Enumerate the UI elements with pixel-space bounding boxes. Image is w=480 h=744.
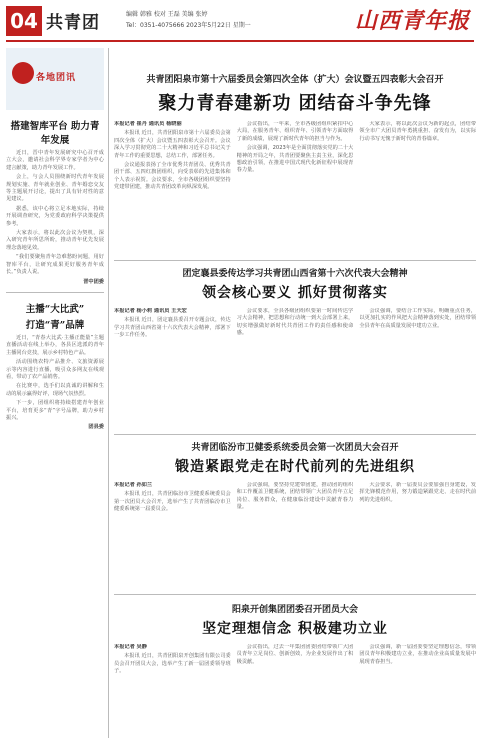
paragraph: 活动围绕农特产品推介、文旅资源展示等内容进行直播，吸引众多网友在线观看，带动了农产品销售。 xyxy=(6,359,104,380)
paragraph: 会议强调，要坚持党建带团建，推动团的组织和工作覆盖卫健系统，团结带领广大团员青年立足岗位、服务群众，在健康临汾建设中贡献青春力量。 xyxy=(236,482,354,511)
editor-credits: 编辑 韩雅 校对 王磊 美编 张婷 xyxy=(126,11,208,18)
divider xyxy=(114,594,476,595)
page-number: 04 xyxy=(6,6,42,36)
article3-kicker: 共青团临汾市卫健委系统委员会第一次团员大会召开 xyxy=(191,443,399,453)
article2-column-3 xyxy=(359,308,476,434)
lead-headline: 聚力青春建新功 团结奋斗争先锋 xyxy=(158,93,432,114)
article2-column-1 xyxy=(114,308,231,434)
masthead-rule xyxy=(6,40,474,42)
paragraph: “我们要聚焦青年急难愁盼问题，用好智库平台，让研究成果更好服务青年成长。”负责人说。 xyxy=(6,254,104,276)
divider xyxy=(114,260,476,261)
paragraph: 会议强调，新一届团委要坚定理想信念，带领团员青年积极建功立业，在推动企业高质量发展中展现青春担当。 xyxy=(359,644,477,665)
source: 团县委 xyxy=(88,424,104,431)
paragraph: 本报讯 近日，团定襄县委召开专题会议，传达学习共青团山西省第十六次代表大会精神，部署下一步工作任务。 xyxy=(114,317,231,339)
lead-kicker: 共青团阳泉市第十六届委员会第四次全体（扩大）会议暨五四表彰大会召开 xyxy=(146,75,444,85)
section-title: 共青团 xyxy=(46,13,100,33)
paragraph: 本报讯 近日，共青团阳泉开创集团有限公司委员会召开团员大会，选举产生了新一届团委领导班子。 xyxy=(114,653,231,675)
sidebar xyxy=(6,48,104,434)
masthead xyxy=(0,0,480,46)
lead-column-3 xyxy=(359,121,476,253)
paragraph: 大家表示，将以此次会议为契机，深入研究青年所思所盼，推动青年优先发展理念落地见效。 xyxy=(6,230,104,251)
lead-column-2 xyxy=(237,121,354,253)
byline: 本报记者 杨小莉 通讯员 王天宏 xyxy=(114,308,187,314)
article3-column-2 xyxy=(237,482,354,592)
paragraph: 本报讯 近日，共青团阳泉市第十六届委员会第四次全体（扩大）会议暨五四表彰大会召开。会议深入学习贯彻党的二十大精神和习近平总书记关于青年工作的重要思想，总结工作，部署任务。 xyxy=(114,130,231,159)
sidebar-headline-2b: 打造“青”品牌 xyxy=(25,319,85,331)
byline: 本报记者 孙如兰 xyxy=(114,482,153,488)
paragraph: 近日，“青春大比武·主播正能量”主题直播活动在线上举办，各县区选派的青年主播同台竞技，展示乡村特色产品。 xyxy=(6,334,104,356)
article2-headline: 领会核心要义 抓好贯彻落实 xyxy=(202,285,388,301)
byline: 本报记者 崔丹 通讯员 杨晓丽 xyxy=(114,121,182,127)
paragraph: 近日，晋中青年发展研究中心召开成立大会，邀请社会科学界专家学者为中心建言献策，助力青年发展工作。 xyxy=(6,150,104,171)
paragraph: 大家表示，将以此次会议为新的起点，团结带领全市广大团员青年勇挑重担、奋发有为，以实际行动书写无愧于新时代的青春篇章。 xyxy=(359,121,477,142)
article3-column-3 xyxy=(359,482,476,592)
paragraph: 大会要求，新一届委员会要加强自身建设，发挥先锋模范作用，努力锻造紧跟党走、走在时代前列的先进组织。 xyxy=(359,482,477,503)
sidebar-headline-1: 搭建智库平台 助力青年发展 xyxy=(10,121,100,146)
paragraph: 本报讯 近日，共青团临汾市卫健委系统委员会第一次团员大会召开，选举产生了共青团临汾市卫健委系统第一届委员会。 xyxy=(114,491,231,513)
article4-column-3 xyxy=(359,644,476,744)
byline: 本报记者 吴静 xyxy=(114,644,147,650)
divider xyxy=(114,434,476,435)
lead-column-1 xyxy=(114,121,231,253)
article4-kicker: 阳泉开创集团团委召开团员大会 xyxy=(231,605,358,615)
article3-column-1 xyxy=(114,482,231,592)
contact-date: Tel：0351-4075666 2023年5月22日 星期一 xyxy=(126,22,251,29)
column-divider xyxy=(108,48,109,738)
paragraph: 会上，与会人员围绕新时代青年发展规划实施、青年就业创业、青年婚恋交友等主题展开讨论，提出了具有针对性的意见建议。 xyxy=(6,174,104,203)
article4-headline: 坚定理想信念 积极建功立业 xyxy=(202,621,388,637)
paragraph: 下一步，团组织将持续搭建青年创业平台，培育更多“青”字号品牌，助力乡村振兴。 xyxy=(6,400,104,421)
paragraph: 会议通报表扬了全市优秀共青团员、优秀共青团干部、五四红旗团组织，向受表彰的先进集体和个人表示祝贺。会议要求，全市各级团组织要坚持党建带团建，推动共青团改革向纵深发展。 xyxy=(114,162,231,191)
emblem-icon xyxy=(12,62,34,84)
article3-headline: 锻造紧跟党走在时代前列的先进组织 xyxy=(175,459,415,475)
article-linfen xyxy=(114,440,476,592)
paragraph: 在比赛中，选手们以真诚的讲解和生动的展示赢得好评，现场气氛热烈。 xyxy=(6,383,104,397)
paragraph: 会议要求，全县各级团组织要第一时间传达学习大会精神，把思想和行动统一到大会部署上来，切实增强做好新时代共青团工作的责任感和使命感。 xyxy=(236,308,354,337)
news-banner xyxy=(6,48,104,110)
source: 晋中团委 xyxy=(83,278,104,285)
sidebar-article-1 xyxy=(6,150,104,286)
article4-column-2 xyxy=(237,644,354,744)
article-dingxiang xyxy=(114,266,476,434)
newspaper-logo: 山西青年报 xyxy=(354,8,470,34)
article2-column-2 xyxy=(237,308,354,434)
paragraph: 会议强调，要结合工作实际，明确重点任务，以更加扎实的作风把大会精神落到实处，团结带领全县青年在高质量发展中建功立业。 xyxy=(359,308,477,329)
article4-column-1 xyxy=(114,644,231,744)
paragraph: 据悉，该中心将立足本地实际，持续开展调查研究，为党委政府科学决策提供参考。 xyxy=(6,205,104,227)
divider xyxy=(6,292,104,293)
article-yangquan-kaichuang xyxy=(114,602,476,744)
banner-title: 各地团讯 xyxy=(36,73,77,83)
paragraph: 会议指出，过去一年集团团委团结带领广大团员青年立足岗位、创新创效，为企业发展作出了积极贡献。 xyxy=(236,644,354,665)
paragraph: 会议强调，2023年是全面贯彻落实党的二十大精神的开局之年，共青团要聚焦主责主业，深化思想政治引领，在推进中国式现代化新征程中展现青春力量。 xyxy=(236,145,354,174)
sidebar-headline-2a: 主播“大比武” xyxy=(25,303,85,315)
sidebar-article-2 xyxy=(6,335,104,432)
article2-kicker: 团定襄县委传达学习共青团山西省第十六次代表大会精神 xyxy=(182,269,408,279)
lead-article xyxy=(114,72,476,253)
paragraph: 会议指出，一年来，全市各级团组织紧扣中心大局，在服务青年、组织青年、引领青年方面取得了新的成绩，展现了新时代青年的担当与作为。 xyxy=(236,121,354,142)
